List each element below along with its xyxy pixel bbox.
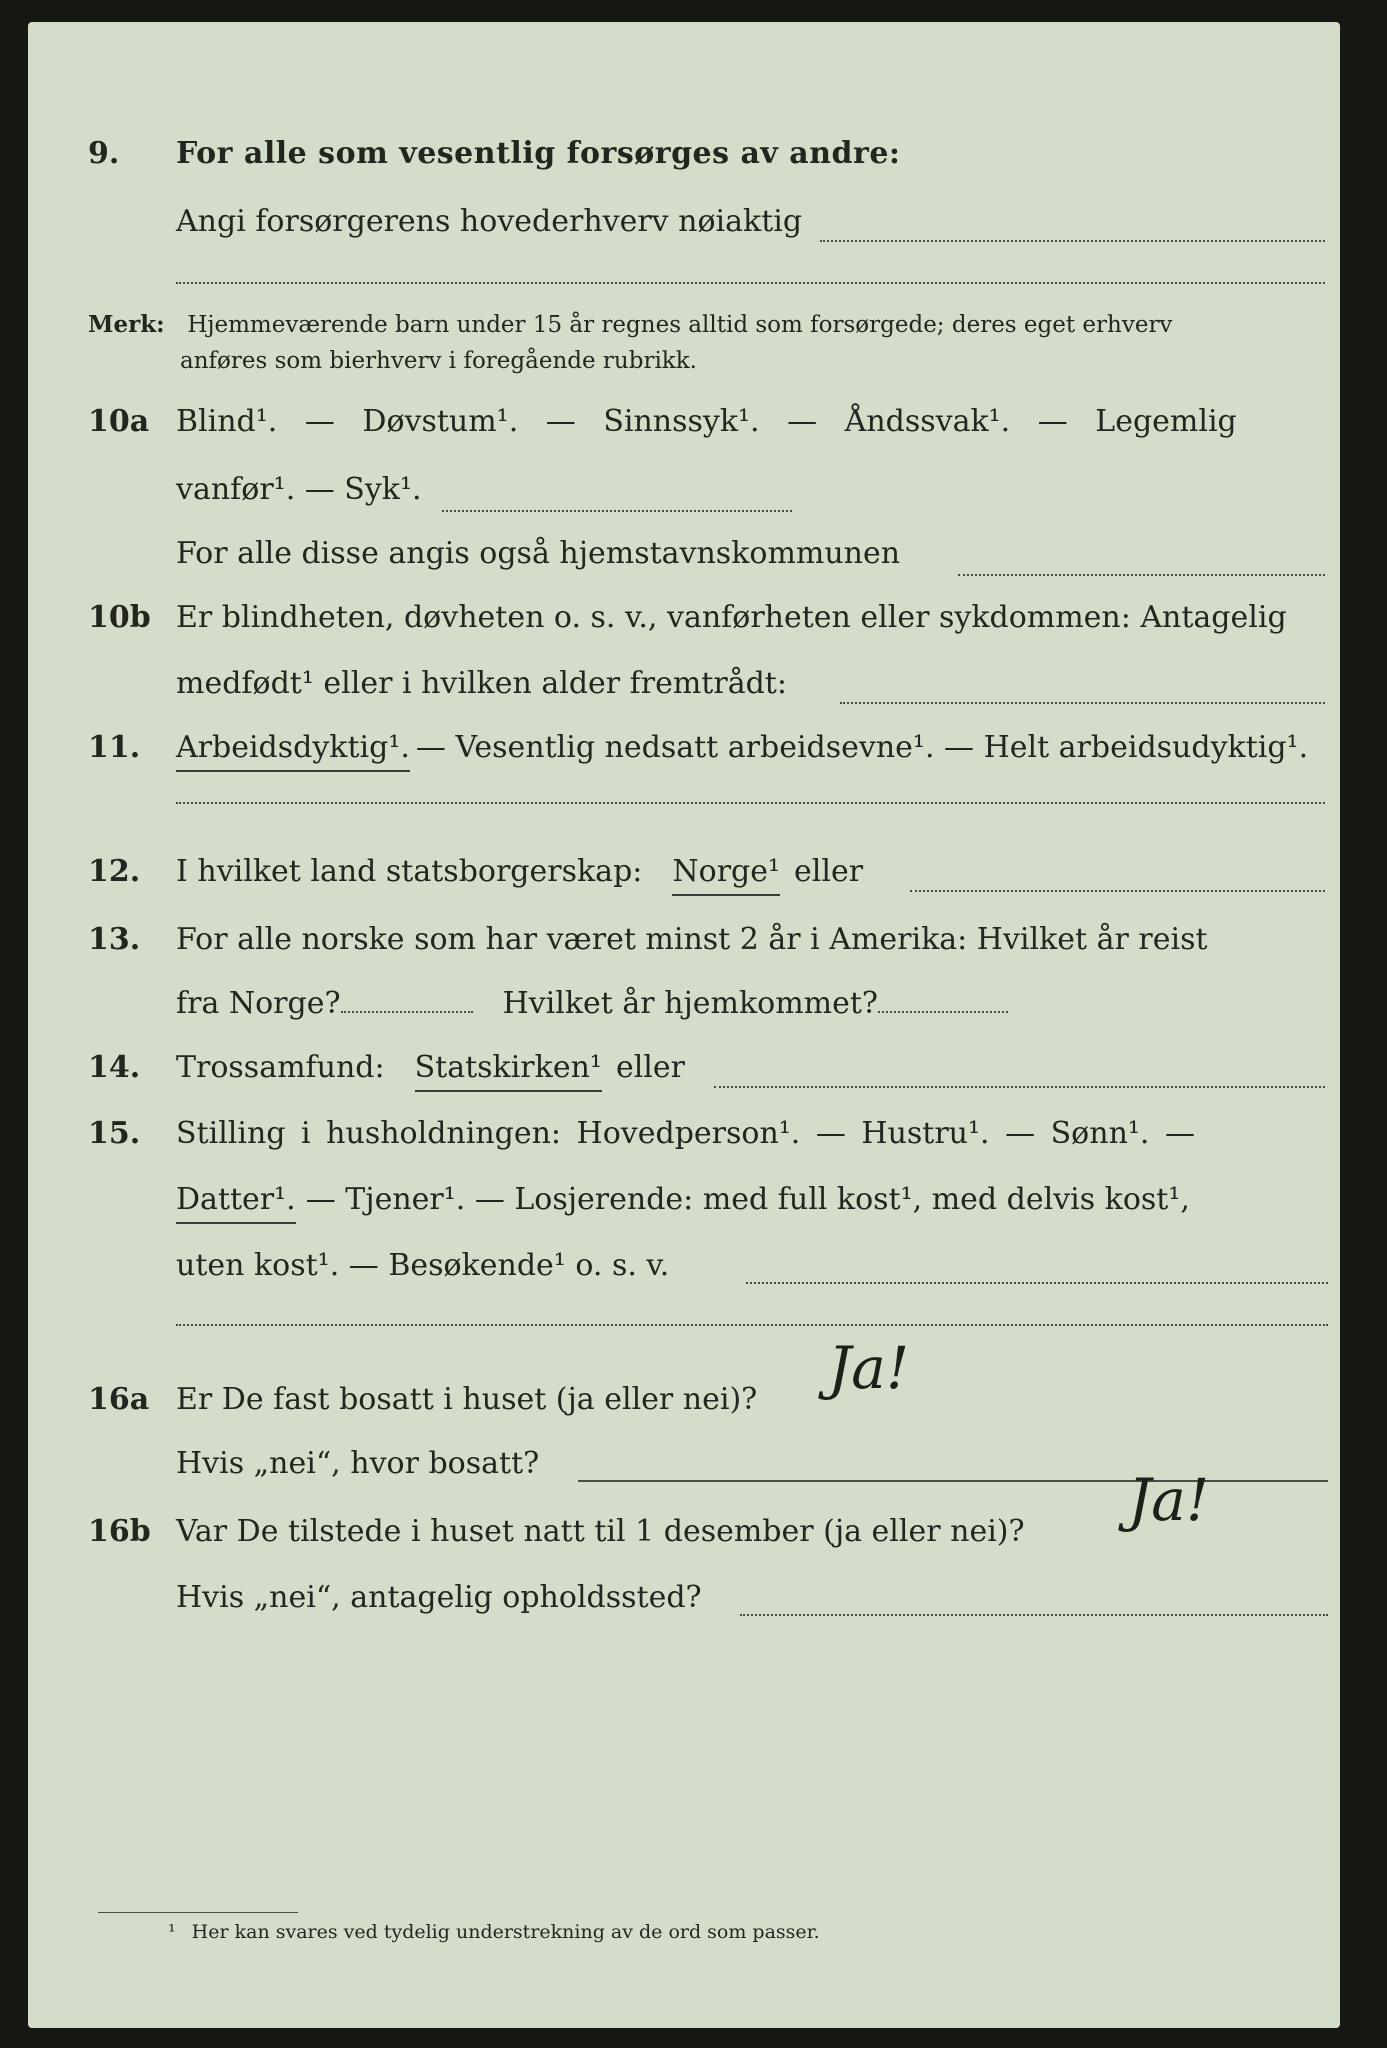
- q10b-answer-line[interactable]: [840, 702, 1325, 704]
- q14-answer-line[interactable]: [714, 1086, 1325, 1088]
- q10a-line1: Blind¹. — Døvstum¹. — Sinnssyk¹. — Åndssvak¹. — Legemlig: [176, 404, 1237, 439]
- q15-number: 15.: [88, 1116, 141, 1151]
- q11-rest: — Vesentlig nedsatt arbeidsevne¹. — Helt arbeidsudyktig¹.: [415, 730, 1309, 765]
- q9-line2: Angi forsørgerens hovederhverv nøiaktig: [176, 204, 803, 239]
- census-form-page: [28, 22, 1340, 2028]
- merk-label: Merk:: [88, 311, 165, 338]
- q13-line2b: Hvilket år hjemkommet?: [502, 986, 879, 1021]
- q15-line1: Stilling i husholdningen: Hovedperson¹. — Hustru¹. — Sønn¹. —: [176, 1116, 1195, 1151]
- q16b-answer-line[interactable]: [740, 1614, 1328, 1616]
- q13-line1: For alle norske som har været minst 2 år i Amerika: Hvilket år reist: [176, 922, 1208, 957]
- q12-option-norge[interactable]: Norge¹: [672, 852, 780, 896]
- q10b-number: 10b: [88, 600, 151, 635]
- q13-number: 13.: [88, 922, 141, 957]
- q12-pre: I hvilket land statsborgerskap:: [176, 854, 643, 889]
- q15-line3: uten kost¹. — Besøkende¹ o. s. v.: [176, 1248, 670, 1283]
- q15-option-datter[interactable]: Datter¹.: [176, 1180, 296, 1224]
- footnote-mark: ¹: [168, 1921, 176, 1943]
- q15-line2rest: — Tjener¹. — Losjerende: med full kost¹, med delvis kost¹,: [305, 1182, 1190, 1217]
- q9-answer-line[interactable]: [820, 240, 1325, 242]
- q16b-line1: Var De tilstede i huset natt til 1 desember (ja eller nei)?: [176, 1514, 1025, 1549]
- q10a-line2: vanfør¹. — Syk¹.: [176, 472, 422, 507]
- q14-pre: Trossamfund:: [176, 1050, 385, 1085]
- merk-line2: anføres som bierhverv i foregående rubrikk.: [180, 348, 697, 374]
- q12-post: eller: [794, 854, 864, 889]
- q15-answer-line[interactable]: [746, 1282, 1328, 1284]
- q16b-handwritten-answer: Ja!: [1128, 1466, 1210, 1534]
- q10b-line2: medfødt¹ eller i hvilken alder fremtrådt:: [176, 666, 787, 701]
- q16b-number: 16b: [88, 1514, 151, 1549]
- q16a-line2: Hvis „nei“, hvor bosatt?: [176, 1446, 540, 1481]
- q11-answer-line[interactable]: [176, 802, 1325, 804]
- q16a-handwritten-answer: Ja!: [828, 1334, 910, 1402]
- merk-line1: Hjemmeværende barn under 15 år regnes alltid som forsørgede; deres eget erhverv: [187, 312, 1173, 338]
- q12-number: 12.: [88, 854, 141, 889]
- q10b-line1: Er blindheten, døvheten o. s. v., vanførheten eller sykdommen: Antagelig: [176, 600, 1287, 635]
- q16a-number: 16a: [88, 1382, 150, 1417]
- q13-line2a: fra Norge?: [176, 986, 341, 1021]
- q16b-line2: Hvis „nei“, antagelig opholdssted?: [176, 1580, 702, 1615]
- q10a-syk-answer-line[interactable]: [442, 510, 792, 512]
- q14-post: eller: [615, 1050, 685, 1085]
- q13-reist-answer-line[interactable]: [341, 1010, 473, 1013]
- q11-option-arbeidsdyktig[interactable]: Arbeidsdyktig¹.: [176, 728, 410, 772]
- q10a-number: 10a: [88, 404, 150, 439]
- footnote-text: Her kan svares ved tydelig understrekning av de ord som passer.: [191, 1921, 820, 1943]
- q15-answer-line-2[interactable]: [176, 1324, 1328, 1326]
- q10a-line3: For alle disse angis også hjemstavnskommunen: [176, 536, 901, 571]
- q9-number: 9.: [88, 136, 120, 171]
- q10a-hjemstavn-answer-line[interactable]: [958, 574, 1325, 576]
- q13-hjemkommet-answer-line[interactable]: [878, 1010, 1008, 1013]
- q9-answer-line-2[interactable]: [176, 282, 1325, 284]
- footnote-rule: [98, 1912, 298, 1913]
- footnote: [168, 1921, 820, 1943]
- merk-note: [88, 306, 1172, 344]
- q14-number: 14.: [88, 1050, 141, 1085]
- q16a-line1: Er De fast bosatt i huset (ja eller nei)?: [176, 1382, 758, 1417]
- q11-number: 11.: [88, 730, 141, 765]
- q14-option-statskirken[interactable]: Statskirken¹: [415, 1048, 602, 1092]
- q9-line1: For alle som vesentlig forsørges av andre:: [176, 136, 901, 171]
- q16a-answer-line[interactable]: [578, 1480, 1328, 1482]
- q12-answer-line[interactable]: [910, 890, 1325, 892]
